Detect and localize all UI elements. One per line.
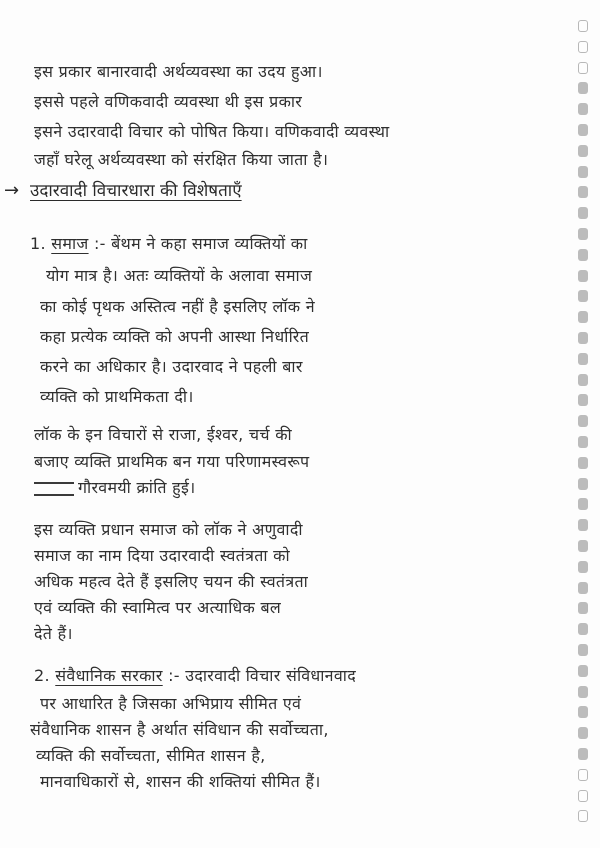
spiral-hole: [578, 186, 588, 198]
spiral-hole: [578, 124, 588, 136]
intro-line-3: इसने उदारवादी विचार को पोषित किया। वणिकवादी व्यवस्था: [34, 122, 390, 141]
point1-para3-line-3: अधिक महत्व देते हैं इसलिए चयन की स्वतंत्रता: [34, 572, 309, 591]
intro-line-1: इस प्रकार बानारवादी अर्थव्यवस्था का उदय हुआ।: [34, 62, 323, 81]
spiral-hole: [578, 478, 588, 490]
spiral-hole: [578, 623, 588, 635]
spiral-hole: [578, 270, 588, 282]
spiral-hole: [578, 311, 588, 323]
section-heading: उदारवादी विचारधारा की विशेषताएँ: [30, 181, 242, 201]
point2-line-3: व्यक्ति की सर्वोच्चता, सीमित शासन है,: [36, 746, 266, 765]
point1-line-5: करने का अधिकार है। उदारवाद ने पहली बार: [40, 357, 303, 376]
point1-para2-line-3: [34, 478, 195, 498]
spiral-hole: [578, 20, 588, 32]
spiral-hole: [578, 353, 588, 365]
spiral-hole: [578, 602, 588, 614]
spiral-hole: [578, 207, 588, 219]
point2-title: संवैधानिक सरकार: [55, 666, 163, 685]
point2-line-2: संवैधानिक शासन है अर्थात संविधान की सर्वोच्चता,: [30, 720, 329, 739]
intro-line-2: इससे पहले वणिकवादी व्यवस्था थी इस प्रकार: [34, 92, 303, 111]
spiral-hole: [578, 706, 588, 718]
spiral-hole: [578, 41, 588, 53]
point1-para3-line-4: एवं व्यक्ति की स्वामित्व पर अत्याधिक बल: [34, 598, 282, 617]
point2-number: 2.: [34, 666, 50, 685]
spiral-hole: [578, 62, 588, 74]
point2-heading-line: [34, 666, 356, 686]
spiral-hole: [578, 394, 588, 406]
spiral-hole: [578, 561, 588, 573]
spiral-hole: [578, 644, 588, 656]
point1-para3-line-1: इस व्यक्ति प्रधान समाज को लॉक ने अणुवादी: [34, 520, 303, 539]
spiral-hole: [578, 727, 588, 739]
point1-para3-line-2: समाज का नाम दिया उदारवादी स्वतंत्रता को: [34, 546, 290, 565]
point1-line-3: का कोई पृथक अस्तित्व नहीं है इसलिए लॉक ने: [40, 297, 315, 316]
strikethrough-scribble: [34, 482, 74, 496]
spiral-hole: [578, 810, 588, 822]
spiral-hole: [578, 790, 588, 802]
point1-line-4: कहा प्रत्येक व्यक्ति को अपनी आस्था निर्धारित: [40, 327, 310, 346]
point1-number: 1.: [30, 234, 46, 253]
spiral-hole: [578, 748, 588, 760]
spiral-hole: [578, 374, 588, 386]
point2-separator: :-: [168, 666, 180, 685]
point1-para2-line-2: बजाए व्यक्ति प्राथमिक बन गया परिणामस्वरूप: [34, 452, 310, 471]
point1-heading-line: [30, 234, 308, 254]
spiral-hole: [578, 145, 588, 157]
spiral-hole: [578, 290, 588, 302]
arrow-icon: →: [4, 180, 20, 201]
spiral-hole: [578, 228, 588, 240]
point1-line-6: व्यक्ति को प्राथमिकता दी।: [40, 387, 194, 406]
point1-para3-line-5: देते हैं।: [34, 624, 73, 643]
spiral-hole: [578, 686, 588, 698]
point1-para2-line-3-text: गौरवमयी क्रांति हुई।: [78, 478, 196, 497]
spiral-hole: [578, 415, 588, 427]
spiral-hole: [578, 436, 588, 448]
intro-line-4: जहाँ घरेलू अर्थव्यवस्था को संरक्षित किया जाता है।: [34, 150, 329, 169]
spiral-hole: [578, 457, 588, 469]
spiral-hole: [578, 103, 588, 115]
spiral-hole: [578, 665, 588, 677]
point2-first-line-rest: उदारवादी विचार संविधानवाद: [185, 666, 356, 685]
spiral-binding: [578, 20, 592, 840]
point1-para2-line-1: लॉक के इन विचारों से राजा, ईश्वर, चर्च की: [34, 425, 292, 444]
point1-line-2: योग मात्र है। अतः व्यक्तियों के अलावा समाज: [46, 266, 313, 285]
point2-line-4: मानवाधिकारों से, शासन की शक्तियां सीमित हैं।: [40, 772, 321, 791]
spiral-hole: [578, 519, 588, 531]
spiral-hole: [578, 166, 588, 178]
spiral-hole: [578, 82, 588, 94]
spiral-hole: [578, 249, 588, 261]
point2-line-1: पर आधारित है जिसका अभिप्राय सीमित एवं: [40, 694, 302, 713]
spiral-hole: [578, 540, 588, 552]
point1-separator: :-: [93, 234, 106, 253]
spiral-hole: [578, 498, 588, 510]
spiral-hole: [578, 582, 588, 594]
spiral-hole: [578, 769, 588, 781]
point1-title: समाज: [51, 234, 89, 253]
point1-line-1: बेंथम ने कहा समाज व्यक्तियों का: [111, 234, 308, 253]
spiral-hole: [578, 332, 588, 344]
